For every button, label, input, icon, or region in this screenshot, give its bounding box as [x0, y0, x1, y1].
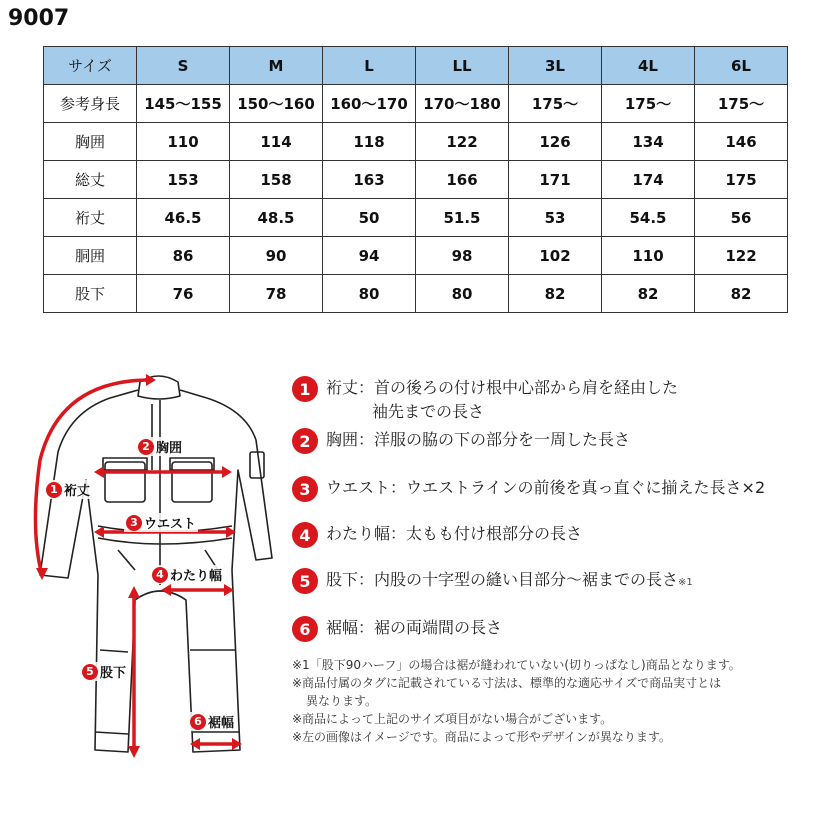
table-cell: 82: [509, 275, 602, 313]
marker-label: ウエスト: [144, 517, 197, 532]
table-cell: 90: [230, 237, 323, 275]
table-cell: 110: [137, 123, 230, 161]
table-cell: 80: [416, 275, 509, 313]
legend-number-icon: 4: [292, 522, 318, 548]
table-cell: 114: [230, 123, 323, 161]
marker-number-icon: 5: [82, 664, 98, 680]
legend-item: 1 裄丈：首の後ろの付け根中心部から肩を経由した 袖先までの長さ: [292, 376, 678, 424]
table-cell: 145〜155: [137, 85, 230, 123]
legend-term: 裄丈: [326, 378, 359, 397]
table-cell: 110: [602, 237, 695, 275]
table-cell: 53: [509, 199, 602, 237]
table-cell: 122: [416, 123, 509, 161]
table-cell: 82: [695, 275, 788, 313]
header-label: サイズ: [44, 47, 137, 85]
legend-term: ウエスト: [326, 478, 391, 497]
table-cell: 163: [323, 161, 416, 199]
row-label: 胸囲: [44, 123, 137, 161]
table-cell: 54.5: [602, 199, 695, 237]
table-cell: 98: [416, 237, 509, 275]
size-header: S: [137, 47, 230, 85]
marker-number-icon: 1: [46, 482, 62, 498]
table-cell: 174: [602, 161, 695, 199]
table-row: [44, 275, 788, 313]
coverall-outline: [40, 376, 272, 752]
legend-term: わたり幅: [326, 524, 391, 543]
legend-term: 裾幅: [326, 618, 359, 637]
table-cell: 158: [230, 161, 323, 199]
marker-label: わたり幅: [170, 569, 223, 584]
size-header: 3L: [509, 47, 602, 85]
table-cell: 171: [509, 161, 602, 199]
legend-number-icon: 2: [292, 428, 318, 454]
table-cell: 175〜: [602, 85, 695, 123]
size-header: M: [230, 47, 323, 85]
table-cell: 56: [695, 199, 788, 237]
table-cell: 46.5: [137, 199, 230, 237]
table-cell: 146: [695, 123, 788, 161]
marker-thigh: [150, 565, 224, 584]
legend-item: 2 胸囲：洋服の脇の下の部分を一周した長さ: [292, 428, 630, 454]
footnote: ※商品付属のタグに記載されている寸法は、標準的な適応サイズで商品実寸とは: [292, 676, 722, 690]
size-header: LL: [416, 47, 509, 85]
coverall-illustration: [0, 360, 280, 830]
footnote: ※左の画像はイメージです。商品によって形やデザインが異なります。: [292, 730, 671, 744]
table-cell: 160〜170: [323, 85, 416, 123]
legend-item: 3 ウエスト：ウエストラインの前後を真っ直ぐに揃えた長さ×2: [292, 476, 765, 502]
marker-number-icon: 6: [190, 714, 206, 730]
table-cell: 102: [509, 237, 602, 275]
marker-label: 胸囲: [156, 441, 183, 456]
size-header: 4L: [602, 47, 695, 85]
table-cell: 118: [323, 123, 416, 161]
legend-desc: 内股の十字型の縫い目部分〜裾までの長さ: [374, 570, 679, 589]
table-row: [44, 199, 788, 237]
table-cell: 48.5: [230, 199, 323, 237]
table-cell: 134: [602, 123, 695, 161]
table-cell: 175〜: [695, 85, 788, 123]
table-cell: 126: [509, 123, 602, 161]
table-cell: 122: [695, 237, 788, 275]
table-cell: 78: [230, 275, 323, 313]
size-header: L: [323, 47, 416, 85]
marker-chest: [136, 437, 184, 456]
footnote: 異なります。: [306, 694, 378, 708]
table-cell: 51.5: [416, 199, 509, 237]
legend-desc: ウエストラインの前後を真っ直ぐに揃えた長さ×2: [406, 478, 766, 497]
coverall-diagram: [0, 360, 280, 830]
product-code: 9007: [8, 6, 70, 31]
size-header: 6L: [695, 47, 788, 85]
legend-desc-cont: 袖先までの長さ: [372, 402, 485, 421]
marker-label: 股下: [100, 666, 127, 681]
table-cell: 170〜180: [416, 85, 509, 123]
legend-number-icon: 3: [292, 476, 318, 502]
legend-note-mark: ※1: [678, 577, 693, 588]
legend-item: 6 裾幅：裾の両端間の長さ: [292, 616, 502, 642]
marker-hem: [188, 712, 236, 731]
table-cell: 86: [137, 237, 230, 275]
table-cell: 50: [323, 199, 416, 237]
table-row: [44, 161, 788, 199]
table-cell: 94: [323, 237, 416, 275]
legend-item: 4 わたり幅：太もも付け根部分の長さ: [292, 522, 582, 548]
table-cell: 166: [416, 161, 509, 199]
row-label: 裄丈: [44, 199, 137, 237]
legend-desc: 洋服の脇の下の部分を一周した長さ: [374, 430, 631, 449]
marker-label: 裄丈: [64, 484, 91, 499]
table-cell: 150〜160: [230, 85, 323, 123]
legend-item: 5 股下：内股の十字型の縫い目部分〜裾までの長さ※1: [292, 568, 693, 595]
table-cell: 76: [137, 275, 230, 313]
legend-number-icon: 1: [292, 376, 318, 402]
legend-number-icon: 6: [292, 616, 318, 642]
legend-term: 股下: [326, 570, 359, 589]
table-header-row: [44, 47, 788, 85]
legend-term: 胸囲: [326, 430, 359, 449]
marker-number-icon: 3: [126, 515, 142, 531]
row-label: 総丈: [44, 161, 137, 199]
marker-label: 裾幅: [208, 716, 235, 731]
footnote: ※1「股下90ハーフ」の場合は裾が縫われていない(切りっぱなし)商品となります。: [292, 658, 741, 672]
table-cell: 80: [323, 275, 416, 313]
table-row: [44, 85, 788, 123]
row-label: 胴囲: [44, 237, 137, 275]
marker-waist: [124, 513, 198, 532]
marker-number-icon: 4: [152, 567, 168, 583]
row-label: 参考身長: [44, 85, 137, 123]
legend-desc: 首の後ろの付け根中心部から肩を経由した: [374, 378, 679, 397]
marker-sleeve: [44, 480, 92, 499]
marker-number-icon: 2: [138, 439, 154, 455]
table-cell: 175〜: [509, 85, 602, 123]
footnote: ※商品によって上記のサイズ項目がない場合がございます。: [292, 712, 613, 726]
table-row: [44, 237, 788, 275]
table-cell: 153: [137, 161, 230, 199]
row-label: 股下: [44, 275, 137, 313]
legend-number-icon: 5: [292, 568, 318, 594]
legend-desc: 太もも付け根部分の長さ: [406, 524, 583, 543]
size-table: [43, 46, 788, 313]
table-cell: 175: [695, 161, 788, 199]
table-row: [44, 123, 788, 161]
marker-inseam: [80, 662, 128, 681]
legend-desc: 裾の両端間の長さ: [374, 618, 503, 637]
footnotes: [292, 656, 822, 746]
table-cell: 82: [602, 275, 695, 313]
